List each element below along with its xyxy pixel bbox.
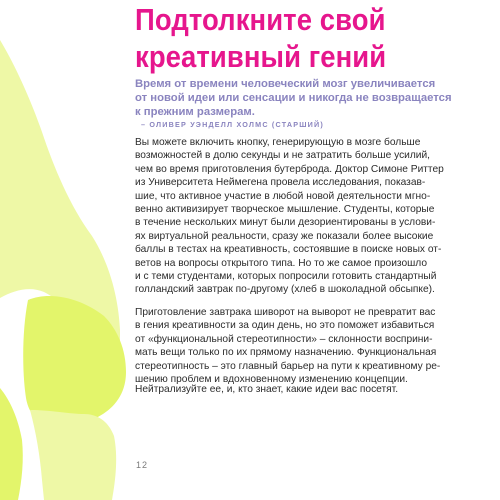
text-line: Нейтрализуйте ее, и, кто знает, какие идеи вас посетят.	[135, 384, 399, 395]
quote-line: к прежним размерам.	[135, 106, 255, 119]
text-line: от «функциональной стереотипности» – склонности восприни-	[135, 333, 433, 345]
text-line: ветов на вопросы открытого типа. Но то же самое произошло	[135, 257, 428, 269]
title-line: креативный гений	[135, 40, 387, 74]
text-line: ях виртуальной реальности, сразу же показали более высокие	[135, 230, 434, 242]
text-line: возможностей в долю секунды и не затратить больше усилий,	[135, 150, 431, 162]
page-number: 12	[136, 460, 149, 470]
title-line: Подтолкните свой	[135, 3, 386, 37]
body-paragraph-1	[135, 136, 462, 297]
silhouette-left-leg	[0, 388, 23, 500]
text-line: баллы в тестах на креативность, состоявшие в поиске новых от-	[135, 244, 442, 256]
text-line: чем во время приготовления бутерброда. Доктор Симоне Риттер	[135, 163, 444, 175]
quote-line: Время от времени человеческий мозг увеличивается	[135, 78, 436, 90]
text-line: стереотипность – это главный барьер на пути к креативному ре-	[135, 360, 441, 372]
text-line: шению проблем и вдохновенному изменению концепции.	[135, 374, 408, 386]
chapter-title	[135, 2, 459, 76]
body-paragraph-2	[135, 306, 462, 386]
text-line: в течение нескольких минут были дезориентированы в услови-	[135, 217, 436, 229]
quote-line: от новой идеи или сенсации и никогда не возвращается	[135, 92, 452, 105]
body-paragraph-3	[135, 383, 462, 396]
epigraph-quote	[135, 77, 465, 120]
quote-author: – ОЛИВЕР УЭНДЕЛЛ ХОЛМС (СТАРШИЙ)	[141, 120, 324, 129]
text-line: в гения креативности за один день, но это поможет избавиться	[135, 320, 435, 332]
text-line: и с теми студентами, которых попросили готовить стандартный	[135, 271, 437, 283]
text-line: голландский завтрак по-другому (хлеб в шоколадной обсыпке).	[135, 284, 435, 296]
text-line: мать вещи только по их прямому назначению. Функциональная	[135, 347, 437, 359]
silhouette-legs	[30, 410, 116, 500]
text-line: Приготовление завтрака шиворот на выворот не превратит вас	[135, 307, 436, 318]
text-line: шие, что активное участие в любой новой деятельности мгно-	[135, 190, 431, 202]
text-line: венно активизирует творческое мышление. Студенты, которые	[135, 204, 435, 216]
text-line: из Университета Неймегена провела исследования, показав-	[135, 177, 426, 189]
text-line: Вы можете включить кнопку, генерирующую в мозге больше	[135, 137, 421, 148]
